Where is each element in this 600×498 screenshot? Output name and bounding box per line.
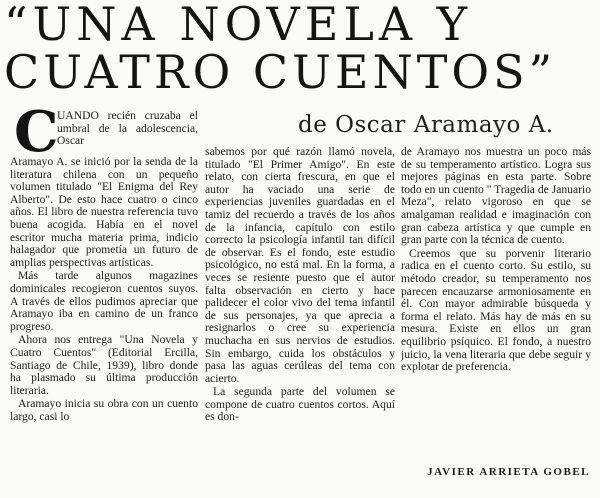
- col3-paragraph-1: de Aramayo nos muestra un poco más de su temperamento artístico. Logra sus mejores páginas en esta parte. Sobre todo en un cuento " Tragedia de Januario Meza", relato vigoroso en que se amalgaman realidad e imaginación con gran cabeza artística y que cumple en gran parte con la técnica de cuento.: [401, 146, 591, 247]
- col1-paragraph-2: Más tarde algunos magazines dominicales recogieron cuentos suyos. A través de ellos pudimos apreciar que Aramayo iba en camino de un franco progreso.: [10, 269, 198, 333]
- col3-paragraph-2: Creemos que su porvenir literario radica en el cuento corto. Su estilo, su método creador, su temperamento nos parecen encauzarse armoniosamente en él. Con mayor admirable búsqueda y forma el relato. Más hay de más en su mesura. Existe en ellos un gran equilibrio psíquico. El fondo, a nuestro juicio, la vena literaria que debe seguir y explotar de preferencia.: [401, 246, 591, 374]
- article-headline: [4, 0, 598, 99]
- opening-line: UANDO recién cruzaba el umbral de la adolescencia, Oscar: [57, 110, 198, 148]
- column-3: [401, 146, 591, 462]
- col2-paragraph-1: sabemos por qué razón llamó novela, titulado "El Primer Amigo". En este relato, con cierta frescura, en que el autor ha vaciado una serie de experiencias juveniles guardadas en el tamiz del recuerdo a través de los años de la infancia, capítulo con estilo correcto la psicología infantil tan difícil de observar. Es el fondo, este estudio psicológico, no está mal. En la forma, a veces se resiente puesto que el autor falta observación en cierto y hace palidecer el color vivo del tema infantil de sus personajes, ya que aprecia a resignarlos o cree su experiencia muchacha en sus nervios de estudios. Sin embargo, cuida los obstáculos y pasa las aguas cerúleas del tema con acierto.: [205, 146, 395, 385]
- col1-paragraph-4: Aramayo inicia su obra con un cuento largo, casi lo: [10, 397, 198, 423]
- headline-line-2: CUATRO CUENTOS”: [4, 45, 557, 99]
- opening-paragraph: [57, 110, 198, 156]
- col1-paragraph-3: Ahora nos entrega "Una Novela y Cuatro Cuentos" (Editorial Ercilla, Santiago de Chile, 1939), libro donde ha plasmado su última producción literaria.: [10, 333, 198, 397]
- column-1: [10, 156, 198, 494]
- col1-paragraph-1: Aramayo A. se inició por la senda de la literatura chilena con un pequeño volumen titulado "El Enigma del Rey Alberto". De esto hace cuatro o cinco años. El libro de nuestra referencia tuvo buena acogida. Había en el novel escritor mucha materia prima, indicio halagador que prometía un futuro de amplias perspectivas artísticas.: [10, 156, 198, 269]
- column-2: [205, 146, 395, 486]
- author-signature: JAVIER ARRIETA GOBEL: [427, 466, 590, 478]
- drop-cap: C: [14, 99, 59, 165]
- col2-paragraph-2: La segunda parte del volumen se compone de cuatro cuentos cortos. Aquí es don-: [205, 385, 395, 424]
- article-byline: de Oscar Aramayo A.: [298, 112, 554, 138]
- headline-line-1: “UNA NOVELA Y: [4, 0, 473, 51]
